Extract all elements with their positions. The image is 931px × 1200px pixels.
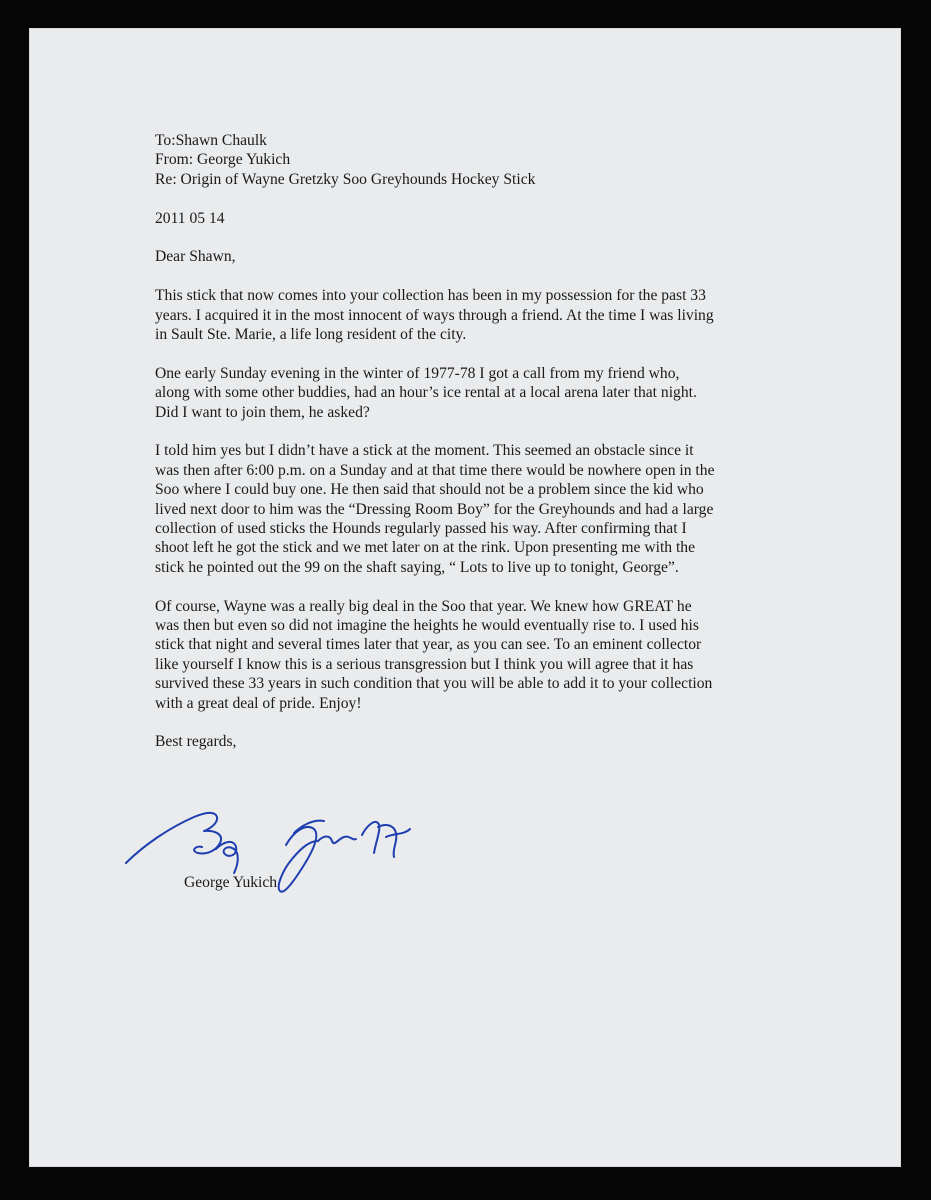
spacer: [155, 228, 815, 247]
paragraph-line: lived next door to him was the “Dressing Room Boy” for the Greyhounds and had a large: [155, 500, 714, 518]
paragraph-line: Of course, Wayne was a really big deal in the Soo that year. We knew how GREAT he: [155, 597, 692, 615]
paragraph-line: collection of used sticks the Hounds regularly passed his way. After confirming that I: [155, 520, 687, 538]
spacer: [155, 267, 815, 286]
paragraph-line: Did I want to join them, he asked?: [155, 403, 370, 421]
letter-body: [155, 131, 815, 752]
paragraph-2: [155, 364, 815, 422]
paragraph-line: One early Sunday evening in the winter of 1977-78 I got a call from my friend who,: [155, 364, 680, 382]
paragraph-line: survived these 33 years in such condition that you will be able to add it to your collection: [155, 675, 713, 693]
paragraph-1: [155, 286, 815, 344]
spacer: [155, 422, 815, 441]
signature-drawing: [124, 783, 444, 903]
salutation: Dear Shawn,: [155, 248, 236, 266]
letter-sheet: [29, 28, 901, 1167]
paragraph-line: This stick that now comes into your collection has been in my possession for the past 33: [155, 287, 706, 305]
paragraph-line: Soo where I could buy one. He then said that should not be a problem since the kid who: [155, 481, 704, 499]
paragraph-line: stick that night and several times later that year, as you can see. To an eminent collector: [155, 636, 702, 654]
handwritten-signature: [124, 783, 444, 903]
paragraph-line: years. I acquired it in the most innocent of ways through a friend. At the time I was living: [155, 306, 714, 324]
from-line: From: George Yukich: [155, 151, 291, 169]
paragraph-4: [155, 597, 815, 713]
paragraph-line: like yourself I know this is a serious transgression but I think you will agree that it has: [155, 655, 694, 673]
paragraph-line: in Sault Ste. Marie, a life long resident of the city.: [155, 326, 467, 344]
paragraph-3: [155, 441, 815, 577]
paragraph-line: was then but even so did not imagine the heights he would eventually rise to. I used his: [155, 617, 699, 635]
paragraph-line: along with some other buddies, had an hour’s ice rental at a local arena later that night.: [155, 384, 697, 402]
letter-date: 2011 05 14: [155, 209, 225, 227]
spacer: [155, 577, 815, 596]
spacer: [155, 344, 815, 363]
paragraph-line: I told him yes but I didn’t have a stick at the moment. This seemed an obstacle since it: [155, 442, 694, 460]
spacer: [155, 189, 815, 208]
subject-line: Re: Origin of Wayne Gretzky Soo Greyhounds Hockey Stick: [155, 170, 536, 188]
to-line: To:Shawn Chaulk: [155, 132, 267, 149]
spacer: [155, 713, 815, 732]
paragraph-line: stick he pointed out the 99 on the shaft saying, “ Lots to live up to tonight, George”.: [155, 558, 679, 576]
paragraph-line: was then after 6:00 p.m. on a Sunday and at that time there would be nowhere open in the: [155, 461, 715, 479]
closing: Best regards,: [155, 733, 237, 751]
signer-name: George Yukich: [184, 874, 278, 891]
paragraph-line: with a great deal of pride. Enjoy!: [155, 694, 362, 712]
paragraph-line: shoot left he got the stick and we met later on at the rink. Upon presenting me with the: [155, 539, 696, 557]
